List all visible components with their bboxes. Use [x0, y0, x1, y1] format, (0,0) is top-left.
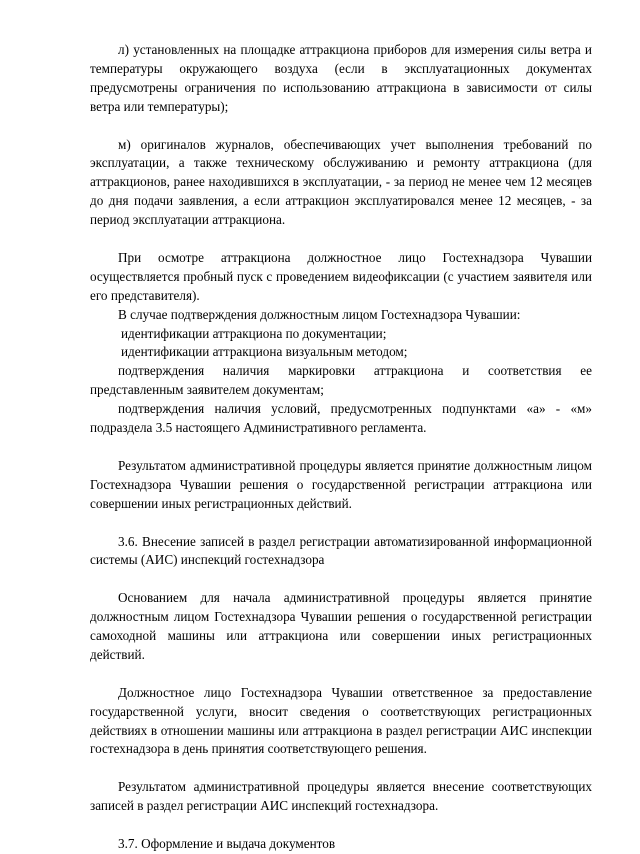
section-heading-3-6: 3.6. Внесение записей в раздел регистрации автоматизированной информационной системы (АИС) инспекций гостехнадзора	[90, 533, 592, 568]
paragraph-official-entry: Должностное лицо Гостехнадзора Чувашии ответственное за предоставление государственной услуги, вносит сведения о соответствующих регистрационных действиях в отношении машины или аттракциона в раздел регистрации АИС инспекции гостехнадзора в день принятия соответствующего решения.	[90, 684, 592, 757]
paragraph-result-entry: Результатом административной процедуры является внесение соответствующих записей в раздел регистрации АИС инспекций гостехнадзора.	[90, 779, 592, 814]
paragraph-marking-confirmation: подтверждения наличия маркировки аттракциона и соответствия ее представленным заявителем документам;	[90, 363, 592, 398]
paragraph-identification-visual: идентификации аттракциона визуальным методом;	[121, 344, 408, 360]
section-heading-3-7: 3.7. Оформление и выдача документов	[118, 835, 336, 851]
paragraph-item-l: л) установленных на площадке аттракциона приборов для измерения силы ветра и температуры окружающего воздуха (если в эксплуатационных документах предусмотрены ограничения по использованию аттракциона в зависимости от силы ветра или температуры);	[90, 42, 592, 114]
document-page	[90, 41, 592, 854]
paragraph-inspection: При осмотре аттракциона должностное лицо Гостехнадзора Чувашии осуществляется пробный пуск с проведением видеофиксации (с участием заявителя или его представителя).	[90, 249, 592, 303]
paragraph-item-m: м) оригиналов журналов, обеспечивающих учет выполнения требований по эксплуатации, а также техническому обслуживанию и ремонту аттракциона (для аттракционов, ранее находившихся в эксплуатации, - за период не менее чем 12 месяцев до дня подачи заявления, а если аттракцион эксплуатировался менее 12 месяцев, - за период эксплуатации аттракциона.	[90, 136, 592, 228]
paragraph-conditions-confirmation: подтверждения наличия условий, предусмотренных подпунктами «а» - «м» подраздела 3.5 настоящего Административного регламента.	[90, 401, 592, 436]
paragraph-identification-docs: идентификации аттракциона по документации;	[121, 325, 387, 341]
paragraph-confirmation-intro: В случае подтверждения должностным лицом Гостехнадзора Чувашии:	[118, 306, 521, 322]
paragraph-result-registration: Результатом административной процедуры является принятие должностным лицом Гостехнадзора Чувашии решения о государственной регистрации аттракциона или совершении иных регистрационных действий.	[90, 457, 592, 511]
paragraph-basis: Основанием для начала административной процедуры является принятие должностным лицом Гостехнадзора Чувашии решения о государственной регистрации самоходной машины или аттракциона или совершении иных регистрационных действий.	[90, 590, 592, 662]
